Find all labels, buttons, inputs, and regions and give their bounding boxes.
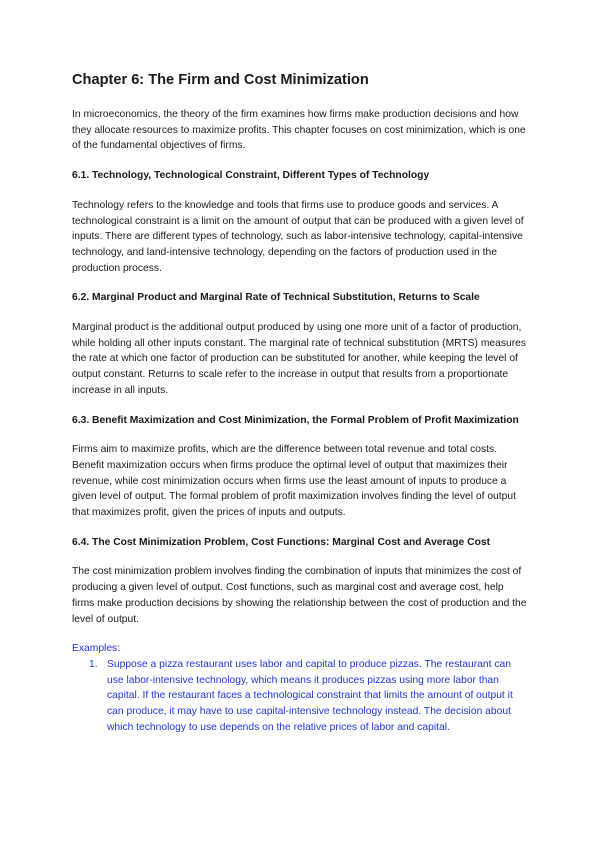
section-body-6-3: Firms aim to maximize profits, which are the difference between total revenue and total costs. Benefit maximization occurs when firms produce the optimal level of output that maximizes their revenue, while cost minimization occurs when firms use the least amount of inputs to produce a given level of output. The formal problem of profit maximization involves finding the level of output that maximizes profit, given the prices of inputs and outputs. [72,444,516,519]
examples-list [72,657,528,736]
list-item-text: Suppose a pizza restaurant uses labor and capital to produce pizzas. The restaurant can use labor-intensive technology, which means it produces pizzas using more labor than capital. If the restaurant faces a technological constraint that limits the amount of output it can produce, it may have to use capital-intensive technology instead. The decision about which technology to use depends on the relative prices of labor and capital. [107,658,513,733]
section-heading-6-4: 6.4. The Cost Minimization Problem, Cost Functions: Marginal Cost and Average Cost [72,536,491,548]
section-body-6-1: Technology refers to the knowledge and tools that firms use to produce goods and services. A technological constraint is a limit on the amount of output that can be produced with a given level of inputs. There are different types of technology, such as labor-intensive technology, capital-intensive technology, and land-intensive technology, depending on the factors of production used in the production process. [72,199,524,274]
intro-paragraph: In microeconomics, the theory of the firm examines how firms make production decisions and how they allocate resources to maximize profits. This chapter focuses on cost minimization, which is one of the fundamental objectives of firms. [72,109,526,152]
section-body-6-4: The cost minimization problem involves finding the combination of inputs that minimizes the cost of producing a given level of output. Cost functions, such as marginal cost and average cost, help firms make production decisions by showing the relationship between the cost of production and the level of output. [72,566,527,625]
list-item-number: 1. [89,658,98,670]
examples-block [72,641,528,735]
examples-title: Examples: [72,643,121,655]
section-heading-6-2: 6.2. Marginal Product and Marginal Rate of Technical Substitution, Returns to Scale [72,292,480,304]
section-heading-6-1: 6.1. Technology, Technological Constraint, Different Types of Technology [72,170,430,182]
document-page [72,70,528,736]
section-heading-6-3: 6.3. Benefit Maximization and Cost Minimization, the Formal Problem of Profit Maximization [72,414,519,426]
list-item [72,657,528,736]
chapter-title: Chapter 6: The Firm and Cost Minimization [72,72,369,88]
section-body-6-2: Marginal product is the additional output produced by using one more unit of a factor of production, while holding all other inputs constant. The marginal rate of technical substitution (MRTS) measures the rate at which one factor of production can be substituted for another, while keeping the level of output constant. Returns to scale refer to the increase in output that results from a proportionate increase in all inputs. [72,322,527,396]
